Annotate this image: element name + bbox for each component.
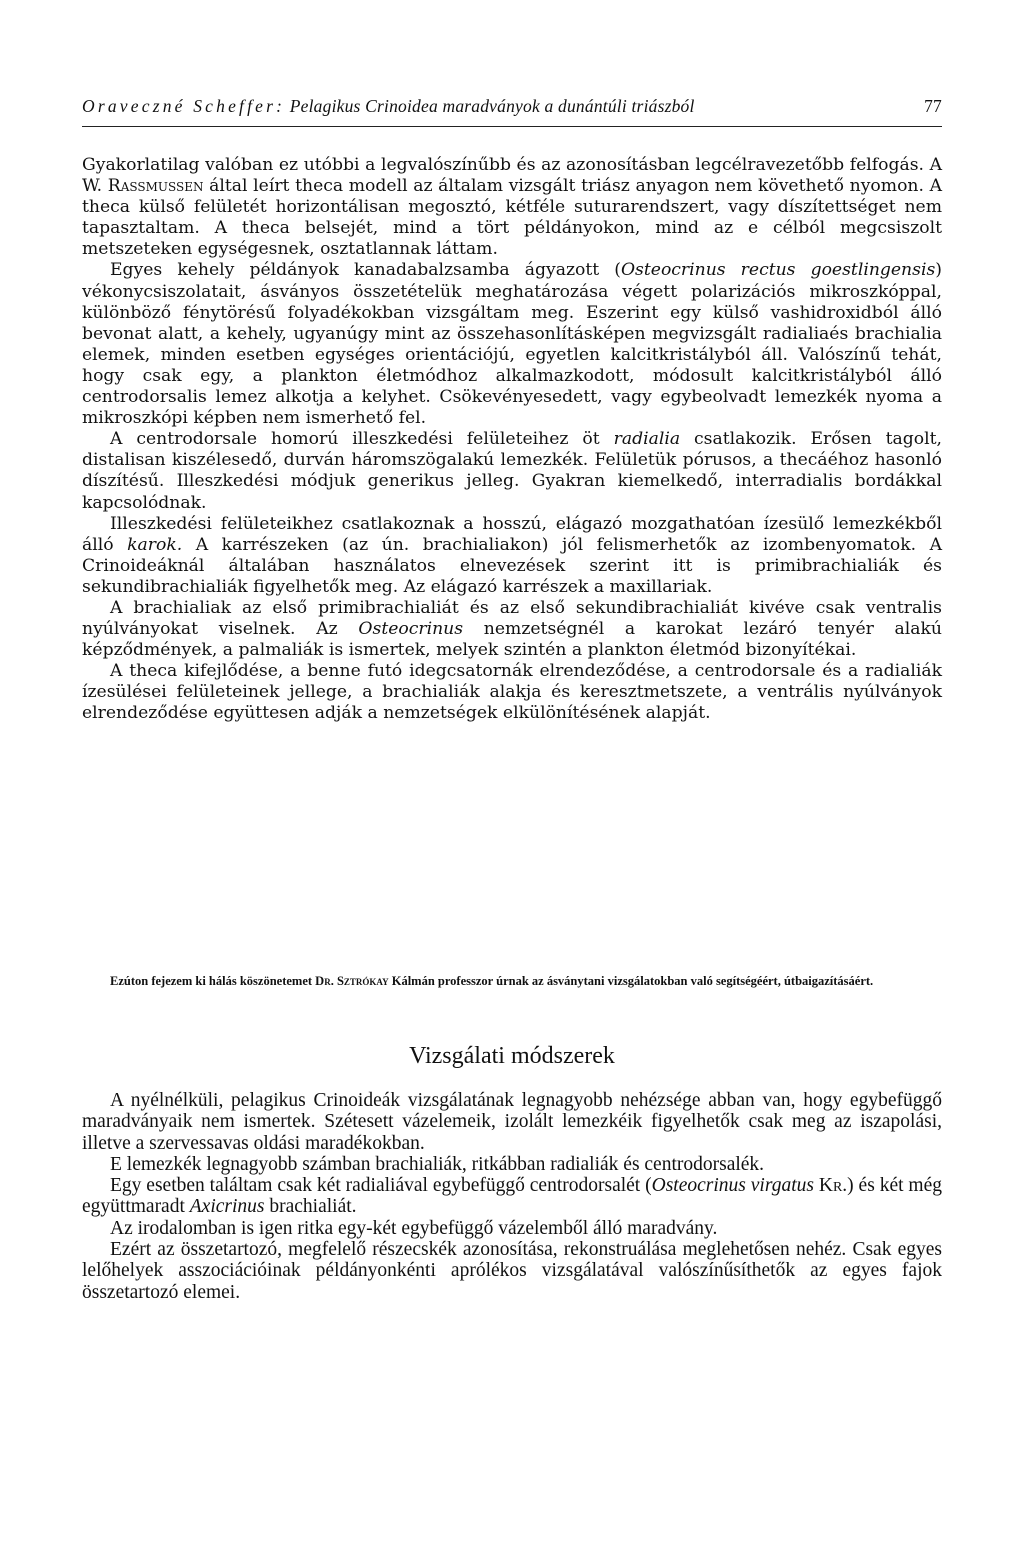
p1-text-b: által leírt theca modell az általam vizsgált triász anyagon nem követhető nyomon. A theca külső felületét horizontálisan megosztó, kétféle suturarendszert, vagy díszítettséget nem tapasztaltam. A theca belsejét, mind a tört példányokon, mind az e célból megcsiszolt metszeteken egységesnek, osztatlannak láttam.	[82, 176, 942, 260]
sp3-text-c: brachialiát.	[269, 1196, 357, 1218]
body-text	[82, 155, 942, 725]
author-name: Rassmussen	[107, 176, 204, 197]
p2-text-a: Egyes kehely példányok kanadabalzsamba ágyazott (	[110, 260, 621, 281]
footnote-title: Dr.	[315, 974, 334, 988]
genus-name: Osteocrinus	[358, 619, 464, 640]
paragraph-5	[82, 598, 942, 661]
sp3-text-b: ) és két még együttmaradt	[82, 1175, 942, 1218]
sp3-text-a: Egy esetben találtam csak két radialiával egybefüggő centrodorsalét (	[110, 1175, 652, 1197]
footnote	[82, 974, 942, 989]
p5-text-b: nemzetségnél a karokat lezáró tenyér alakú képződmények, a palmaliák is ismertek, melyek szintén a plankton életmód bizonyítékai.	[82, 619, 943, 661]
paragraph-4	[82, 514, 942, 598]
section-paragraph-4: Az irodalomban is igen ritka egy-két egybefüggő vázelemből álló maradvány.	[110, 1217, 718, 1239]
p1-text-a: Gyakorlatilag valóban ez utóbbi a legvalószínűbb és az azonosításban legcélravezetőbb felfogás. A W.	[82, 155, 942, 197]
author-abbrev: Kr.	[818, 1175, 848, 1197]
paragraph-3	[82, 429, 942, 513]
term-karok: karok.	[127, 534, 183, 555]
section-body	[82, 1090, 942, 1303]
header-rule	[82, 126, 942, 127]
footnote-text-b: Kálmán professzor úrnak az ásványtani vizsgálatokban való segítségéért, útbaigazításáért.	[391, 974, 874, 988]
term-radialia: radialia	[613, 429, 681, 450]
p4-text-b: A karrészeken (az ún. brachialiakon) jól felismerhetők az izombenyomatok. A Crinoideáknál általában használatos elnevezések szerint itt is primibrachialiák és sekundibrachialiák figyelhetők meg. Az elágazó karrészek a maxillariak.	[82, 534, 942, 597]
p3-text-a: A centrodorsale homorú illeszkedési felületeihez öt	[110, 429, 600, 450]
paragraph-1	[82, 155, 942, 260]
header-author: Oraveczné Scheffer:	[82, 96, 286, 116]
header-title: Pelagikus Crinoidea maradványok a dunántúli triászból	[289, 96, 695, 116]
species-name-2: Osteocrinus virgatus	[651, 1175, 814, 1197]
genus-name-2: Axicrinus	[189, 1196, 265, 1218]
footnote-name: Sztrókay	[336, 974, 389, 988]
paragraph-6: A theca kifejlődése, a benne futó idegcsatornák elrendeződése, a centrodorsale és a radialiák ízesülései felületeinek jellege, a brachialiák alakja és keresztmetszete, a ventrális nyúlványok elrendeződése együttesen adják a nemzetségek elkülönítésének alapját.	[82, 661, 942, 724]
species-name: Osteocrinus rectus goestlingensis	[620, 260, 936, 281]
paragraph-2	[82, 260, 942, 429]
section-paragraph-1: A nyélnélküli, pelagikus Crinoideák vizsgálatának legnagyobb nehézsége abban van, hogy egybefüggő maradványaik nem ismertek. Szétesett vázelemeik, izolált lemezkéik figyelhetők csak meg az iszapolási, illetve a szervessavas oldási maradékokban.	[82, 1090, 942, 1154]
p2-text-b: ) vékonycsiszolatait, ásványos összetételük meghatározása végett polarizációs mikroszkóppal, különböző fénytörésű folyadékokban vizsgáltam meg. Eszerint egy külső vashidroxidból álló bevonat alatt, a kehely, ugyanúgy mint az összehasonlításképen megvizsgált radialiaés brachialia elemek, minden esetben egységes orientációjú, egyetlen kalcitkristályból áll. Valószínű tehát, hogy csak egy, a plankton életmódhoz alkalmazkodott, módosult kalcitkristályból álló centrodorsalis lemez alkotja a kelyhet. Csökevényesedett, vagy egybeolvadt lemezkék nyoma a mikroszkópi képben nem ismerhető fel.	[82, 260, 942, 429]
section-paragraph-3	[82, 1175, 942, 1218]
running-header	[82, 96, 942, 117]
p5-text-a: A brachialiak az első primibrachialiát és az első sekundibrachialiát kivéve csak ventralis nyúlványokat viselnek. Az	[82, 597, 942, 640]
p4-text-a: Illeszkedési felületeikhez csatlakoznak a hosszú, elágazó mozgathatóan ízesülő lemezkékből álló	[82, 513, 942, 555]
p3-text-b: csatlakozik. Erősen tagolt, distalisan kiszélesedő, durván háromszögalakú lemezkék. Felületük pórusos, a thecáéhoz hasonló díszítésű. Illeszkedési módjuk generikus jelleg. Gyakran kiemelkedő, interradialis bordákkal kapcsolódnak.	[82, 429, 942, 513]
section-paragraph-2: E lemezkék legnagyobb számban brachialiák, ritkábban radialiák és centrodorsalék.	[110, 1153, 765, 1175]
section-paragraph-5: Ezért az összetartozó, megfelelő részecskék azonosítása, rekonstruálása meglehetősen nehéz. Csak egyes lelőhelyek asszociációinak példányonkénti aprólékos vizsgálatával valószínűsíthetők az egyes fajok összetartozó elemei.	[82, 1239, 942, 1303]
page-number: 77	[924, 96, 942, 116]
footnote-text-a: Ezúton fejezem ki hálás köszönetemet	[110, 974, 313, 988]
section-heading: Vizsgálati módszerek	[409, 1043, 615, 1069]
